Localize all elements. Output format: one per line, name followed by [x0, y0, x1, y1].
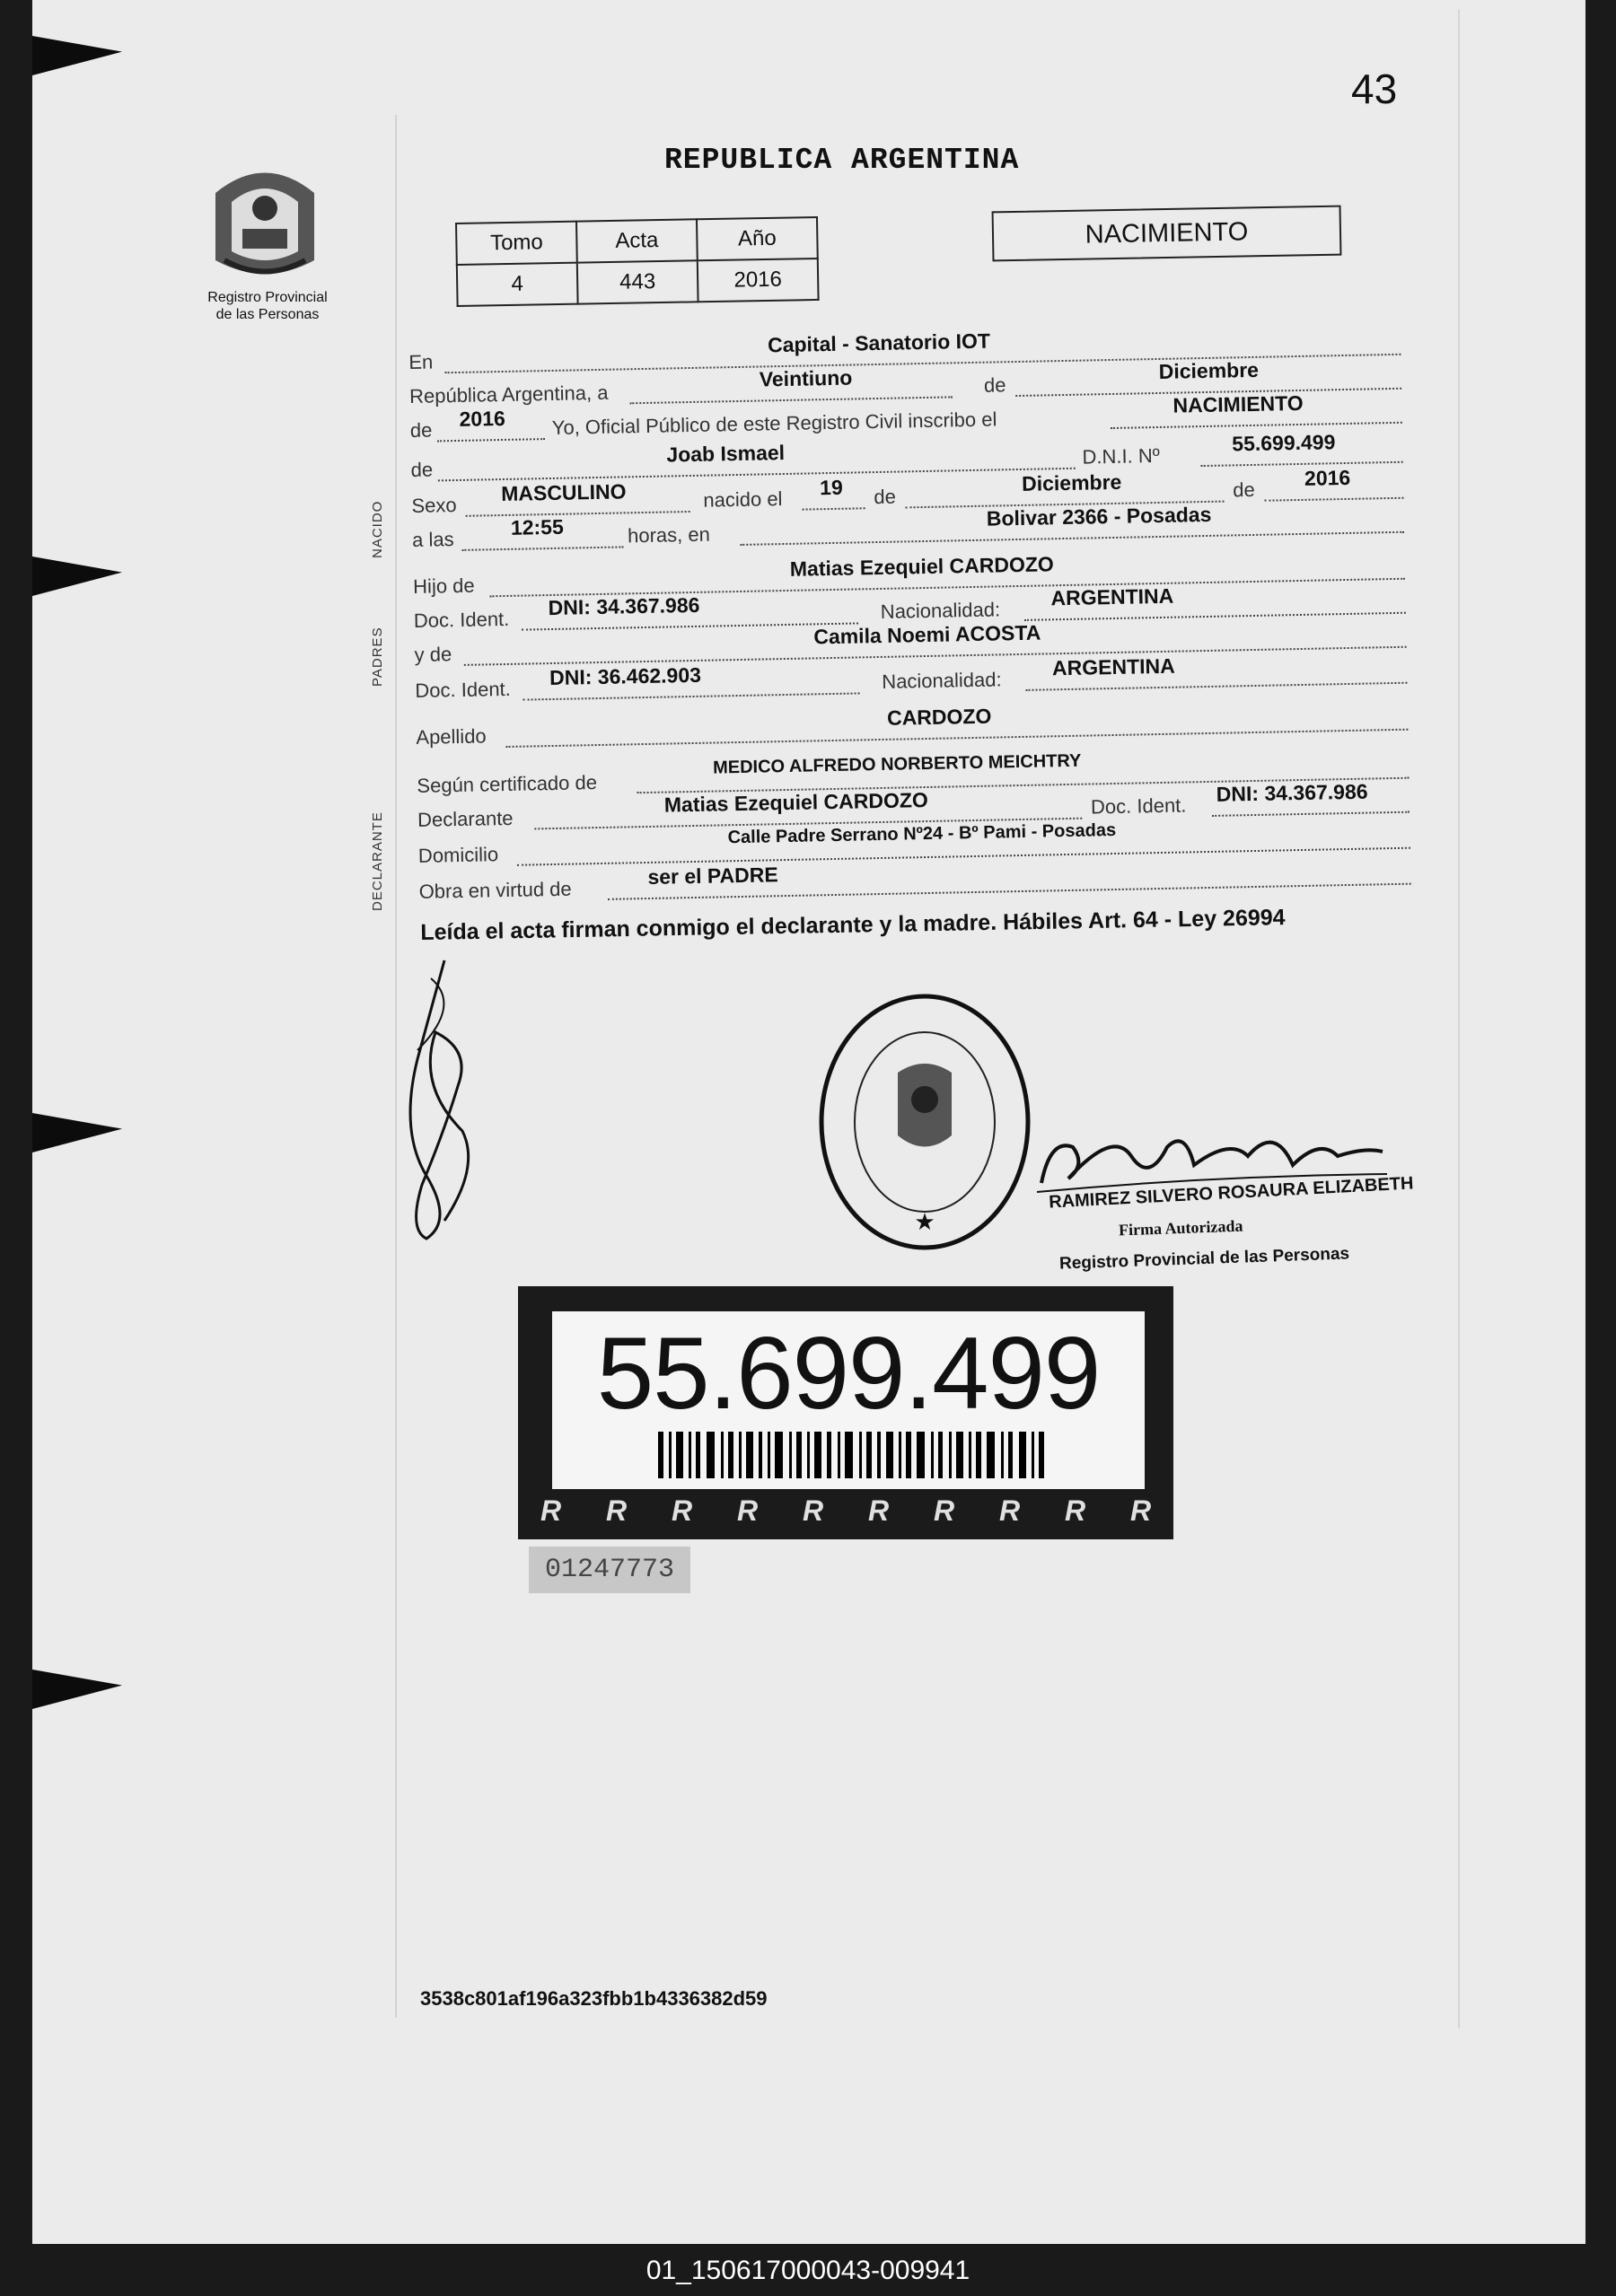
label-certificado: Según certificado de: [417, 771, 598, 797]
label-sexo: Sexo: [411, 494, 457, 517]
value-place: Capital - Sanatorio IOT: [767, 329, 991, 357]
birth-record-form: [408, 327, 1420, 920]
value-certifier: MEDICO ALFREDO NORBERTO MEICHTRY: [712, 750, 1082, 778]
signer-office: Registro Provincial de las Personas: [1058, 1244, 1350, 1274]
value-sex: MASCULINO: [500, 479, 627, 506]
side-label-declarante: DECLARANTE: [370, 811, 385, 911]
value-birth-day: 19: [819, 475, 843, 500]
label-inscribo: Yo, Oficial Público de este Registro Civil inscribo el: [551, 407, 997, 439]
record-table-header: [456, 217, 818, 265]
label-de: de: [410, 458, 434, 481]
value-birth-year: 2016: [1304, 465, 1351, 490]
record-table: [455, 216, 820, 307]
label-de: de: [983, 373, 1006, 397]
id-number: 55.699.499: [596, 1317, 1101, 1431]
value-year: 2016: [459, 406, 505, 431]
value-name: Joab Ismael: [666, 440, 786, 467]
label-en: En: [408, 350, 434, 373]
handwritten-signature-left: [391, 951, 489, 1248]
file-identifier-footer: 01_150617000043-009941: [646, 2256, 970, 2285]
label-de: de: [409, 418, 433, 442]
closing-statement: Leída el acta firman conmigo el declarante y la madre. Hábiles Art. 64 - Ley 26994: [420, 905, 1286, 945]
registry-label: [178, 289, 357, 323]
label-doc-ident: Doc. Ident.: [1090, 793, 1187, 819]
value-address: Calle Padre Serrano Nº24 - Bº Pami - Posadas: [727, 819, 1117, 848]
value-capacity: ser el PADRE: [647, 863, 778, 889]
label-hijo: Hijo de: [412, 574, 475, 598]
official-seal-icon: [812, 987, 1037, 1257]
header-tomo: Tomo: [456, 222, 577, 265]
coat-of-arms-icon: [198, 153, 332, 287]
side-label-nacido: NACIDO: [370, 500, 385, 558]
label-doc-ident: Doc. Ident.: [413, 607, 510, 632]
value-birth-month: Diciembre: [1021, 469, 1122, 495]
header-anio: Año: [697, 217, 818, 260]
signer-role: Firma Autorizada: [1118, 1216, 1243, 1240]
value-mother-doc: DNI: 36.462.903: [549, 662, 702, 690]
record-type-box: NACIMIENTO: [992, 206, 1342, 262]
security-pattern-strip: R R R R R R R R R R: [540, 1494, 1152, 1527]
svg-text:★: ★: [914, 1208, 935, 1235]
value-anio: 2016: [698, 259, 819, 302]
header-acta: Acta: [576, 219, 698, 262]
label-obra: Obra en virtud de: [418, 877, 572, 903]
value-mother: Camila Noemi ACOSTA: [813, 620, 1041, 649]
value-event: NACIMIENTO: [1172, 390, 1304, 417]
value-father-nationality: ARGENTINA: [1050, 583, 1174, 610]
label-horas: horas, en: [627, 522, 711, 548]
label-y-de: y de: [414, 643, 452, 666]
value-month: Diciembre: [1158, 357, 1260, 383]
value-acta: 443: [577, 260, 698, 303]
label-nacido: nacido el: [703, 487, 783, 512]
value-birth-place: Bolivar 2366 - Posadas: [986, 502, 1212, 530]
label-alas: a las: [411, 528, 454, 551]
document-hash: 3538c801af196a323fbb1b4336382d59: [420, 1987, 768, 2010]
label-nacionalidad: Nacionalidad:: [880, 598, 1001, 623]
value-dni: 55.699.499: [1232, 430, 1336, 456]
value-tomo: 4: [457, 263, 578, 306]
label-nacionalidad: Nacionalidad:: [882, 668, 1002, 693]
page-number: 43: [1351, 66, 1398, 112]
serial-number: 01247773: [529, 1547, 690, 1593]
value-surname: CARDOZO: [886, 704, 992, 730]
form-row-surname: [416, 702, 1412, 749]
id-number-panel: [552, 1311, 1145, 1489]
value-father-doc: DNI: 34.367.986: [548, 592, 700, 620]
value-declarant: Matias Ezequiel CARDOZO: [663, 787, 929, 817]
barcode-icon: [658, 1432, 1044, 1478]
value-mother-nationality: ARGENTINA: [1051, 653, 1175, 680]
label-dni: D.N.I. Nº: [1082, 443, 1161, 469]
registry-label-line: Registro Provincial: [207, 290, 328, 305]
signer-name: RAMIREZ SILVERO ROSAURA ELIZABETH: [1048, 1173, 1414, 1213]
id-number-label: [518, 1286, 1173, 1539]
document-title: REPUBLICA ARGENTINA: [664, 144, 1020, 177]
label-apellido: Apellido: [416, 724, 487, 749]
side-label-padres: PADRES: [370, 627, 385, 687]
margin-line-right: [1458, 9, 1460, 2029]
value-day-words: Veintiuno: [759, 365, 853, 391]
value-father: Matias Ezequiel CARDOZO: [789, 552, 1054, 581]
label-de: de: [874, 485, 897, 509]
label-declarante: Declarante: [417, 806, 514, 831]
label-de: de: [1233, 478, 1255, 502]
label-domicilio: Domicilio: [417, 843, 499, 867]
label-doc-ident: Doc. Ident.: [415, 677, 511, 702]
value-time: 12:55: [510, 514, 564, 539]
value-declarant-doc: DNI: 34.367.986: [1216, 779, 1368, 806]
label-republica: República Argentina, a: [408, 381, 609, 407]
registry-label-line: de las Personas: [215, 307, 320, 322]
record-table-values: [457, 259, 819, 306]
